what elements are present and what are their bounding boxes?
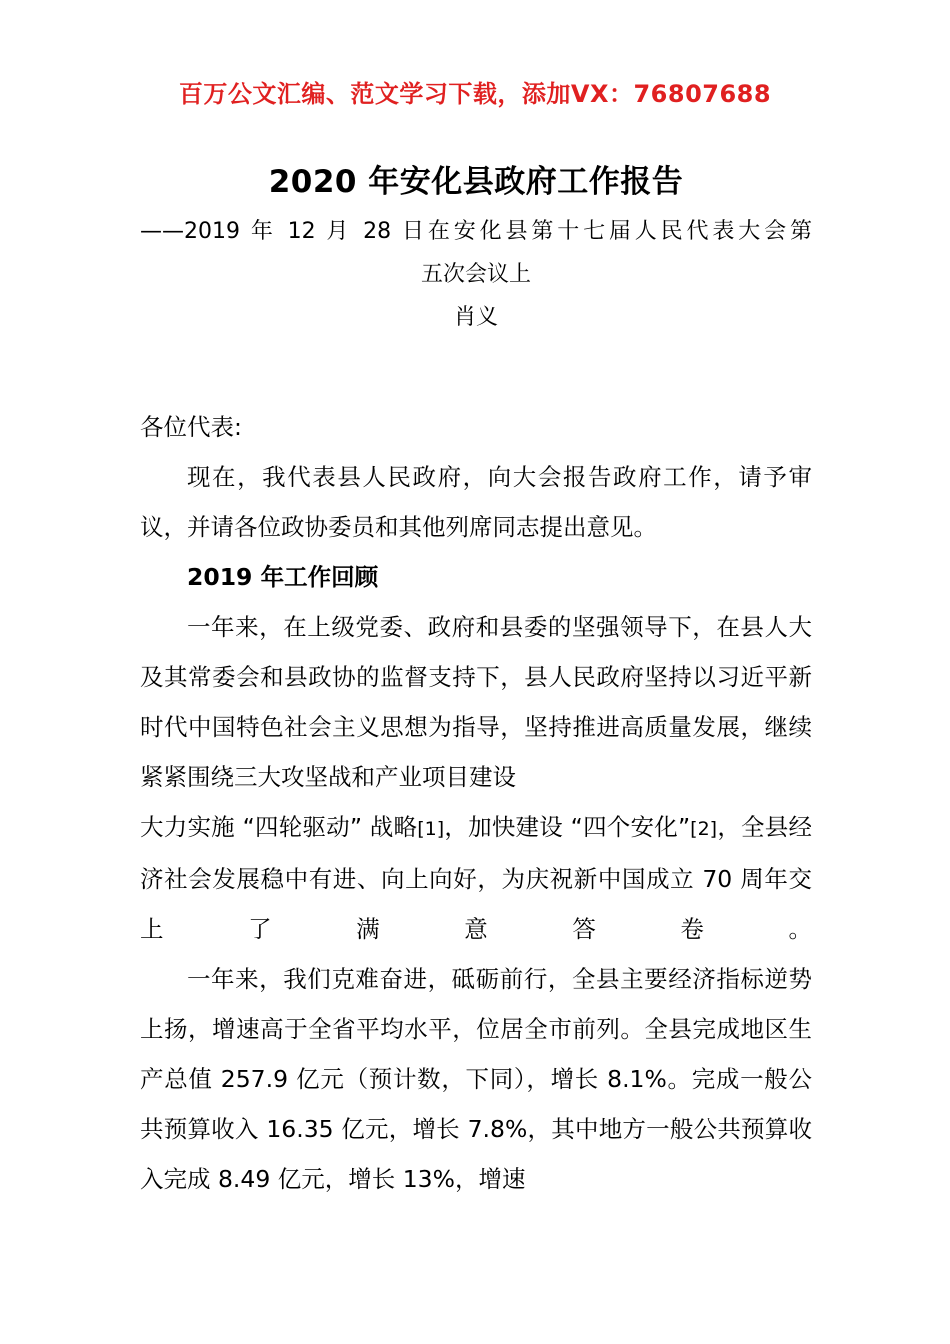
strategy-text-after: ，全县经济社会发展稳中有进、向上向好，为庆祝新中国成立 70 周年交上了满意答卷。 xyxy=(140,812,812,943)
page-title: 2020 年安化县政府工作报告 xyxy=(268,164,684,200)
footnote-marker-2[interactable]: [2] xyxy=(690,817,718,840)
salutation: 各位代表: xyxy=(140,412,242,441)
section-heading-2019-review: 2019 年工作回顾 xyxy=(187,562,379,591)
document-body xyxy=(140,160,812,1204)
document-author: 肖义 xyxy=(453,304,498,330)
promo-banner: 百万公文汇编、范文学习下载，添加VX：76807688 xyxy=(178,80,772,108)
body-text-block xyxy=(140,402,812,1204)
paragraph-intro: 现在，我代表县人民政府，向大会报告政府工作，请予审议，并请各位政协委员和其他列席同志提出意见。 xyxy=(140,462,812,541)
document-subtitle xyxy=(140,211,812,297)
paragraph-review-strategy xyxy=(140,802,812,954)
strategy-line xyxy=(140,802,812,954)
subtitle-line-1: ——2019 年 12 月 28 日在安化县第十七届人民代表大会第 xyxy=(140,218,812,244)
subtitle-line-2: 五次会议上 xyxy=(420,261,531,287)
strategy-text-mid: ，加快建设 “四个安化” xyxy=(444,812,691,841)
paragraph-review-leadership: 一年来，在上级党委、政府和县委的坚强领导下，在县人大及其常委会和县政协的监督支持下，县人民政府坚持以习近平新时代中国特色社会主义思想为指导，坚持推进高质量发展，继续紧紧围绕三大攻坚战和产业项目建设 xyxy=(140,612,812,791)
footnote-marker-1[interactable]: [1] xyxy=(417,817,445,840)
strategy-text-before: 大力实施 “四轮驱动” 战略 xyxy=(140,812,418,841)
paragraph-review-economy: 一年来，我们克难奋进，砥砺前行，全县主要经济指标逆势上扬，增速高于全省平均水平，位居全市前列。全县完成地区生产总值 257.9 亿元（预计数，下同），增长 8.1%。完成一般公共预算收入 16.35 亿元，增长 7.8%，其中地方一般公共预算收入完成 8.49 亿元，增长 13%，增速 xyxy=(140,964,812,1193)
